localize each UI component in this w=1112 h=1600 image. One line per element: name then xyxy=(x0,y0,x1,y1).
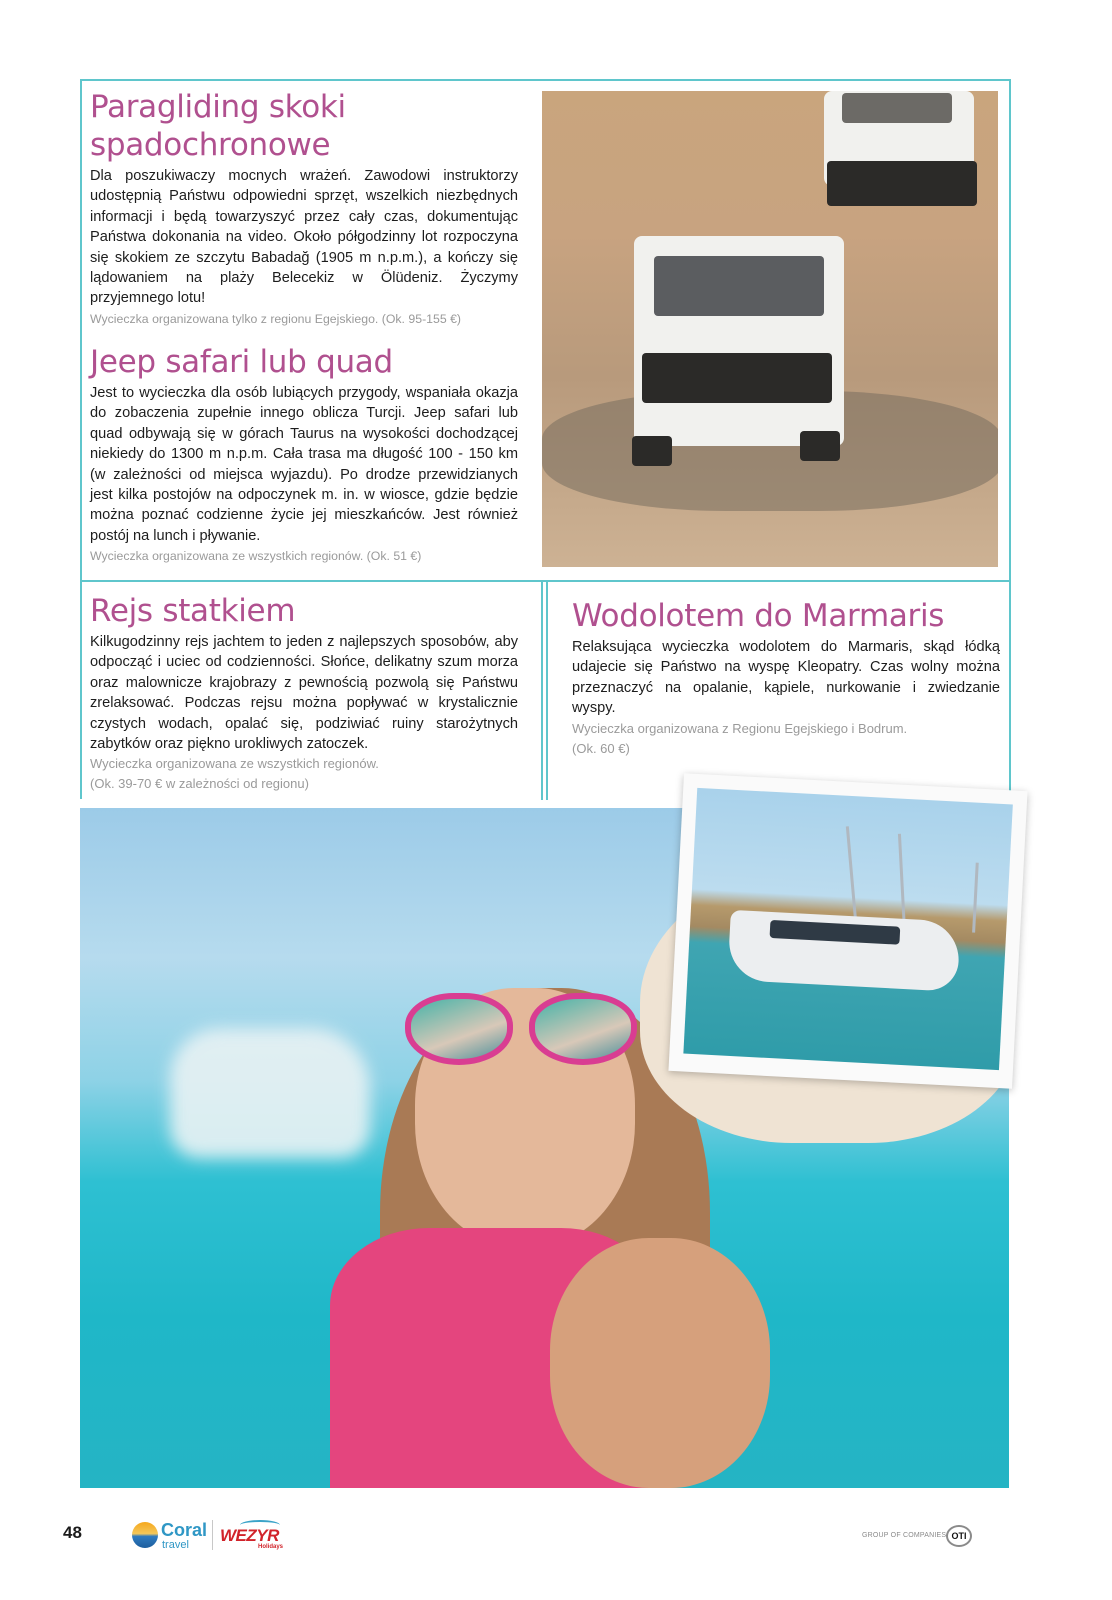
coral-brand: Coral xyxy=(161,1520,208,1540)
logo-separator xyxy=(212,1520,213,1550)
coral-sun-icon xyxy=(132,1522,158,1548)
section-title: Jeep safari lub quad xyxy=(90,344,393,380)
section-title: Rejs statkiem xyxy=(90,593,296,629)
section-note-2: (Ok. 39-70 € w zależności od regionu) xyxy=(90,776,309,792)
wezyr-sub: Holidays xyxy=(258,1544,284,1550)
yacht-photo xyxy=(668,773,1027,1089)
section-body: Kilkugodzinny rejs jachtem to jeden z najlepszych sposobów, aby odpocząć i uciec od codzienności. Słońce, delikatny szum morza oraz malownicze krajobrazy z pewnością pozwolą się Państwu zrelaksować. Podczas rejsu można popływać w krystalicznie czystych wodach, opalać się, podziwiać ruiny starożytnych zabytków oraz piękno urokliwych zatoczek. xyxy=(90,634,518,753)
title-line-2: spadochronowe xyxy=(90,127,331,163)
section-marmaris xyxy=(572,597,1000,759)
wezyr-holidays-logo xyxy=(220,1522,290,1552)
section-note-2: (Ok. 60 €) xyxy=(572,740,630,756)
column-divider-a xyxy=(541,580,543,800)
column-divider-b xyxy=(546,580,548,800)
section-body: Relaksująca wycieczka wodolotem do Marmaris, skąd łódką udajecie się Państwo na wyspę Kleopatry. Czas wolny można przeznaczyć na opalanie, kąpiele, nurkowanie i zwiedzanie wyspy. xyxy=(572,639,1000,717)
section-title: Wodolotem do Marmaris xyxy=(572,598,945,634)
section-jeep-safari xyxy=(90,343,518,566)
section-note: Wycieczka organizowana tylko z regionu Egejskiego. (Ok. 95-155 €) xyxy=(90,311,462,326)
section-body: Jest to wycieczka dla osób lubiących przygody, wspaniała okazja do zobaczenia zupełnie innego oblicza Turcji. Jeep safari lub quad odbywają się w górach Taurus na wysokości dochodzącej niekiedy do 1300 m n.p.m. Cała trasa ma długość 100 - 150 km (w zależności od miejsca wyjazdu). Po drodze przewidzianych jest kilka postojów na odpoczynek m. in. w wiosce, gdzie będzie można poznać codzienne życie jej mieszkańców. Jest również postój na lunch i pływanie. xyxy=(90,385,518,544)
section-rejs-statkiem xyxy=(90,592,518,794)
section-title xyxy=(90,88,518,164)
jeep-safari-photo xyxy=(542,91,998,567)
section-paragliding xyxy=(90,88,518,329)
section-body: Dla poszukiwaczy mocnych wrażeń. Zawodowi instruktorzy udostępnią Państwu odpowiedni sprzęt, wszelkich niezbędnych informacji i będą towarzyszyć przez cały czas, dokumentując Państwa dokonania na video. Około półgodzinny lot rozpoczyna się skokiem ze szczytu Babadağ (1905 m n.p.m.), a kończy się lądowaniem na plaży Belecekiz w Ölüdeniz. Życzymy przyjemnego lotu! xyxy=(90,168,518,307)
section-note: Wycieczka organizowana ze wszystkich regionów. (Ok. 51 €) xyxy=(90,549,422,564)
page-number: 48 xyxy=(63,1523,82,1542)
section-note-1: Wycieczka organizowana z Regionu Egejskiego i Bodrum. xyxy=(572,720,908,736)
title-line-1: Paragliding skoki xyxy=(90,89,346,125)
group-of-companies-label: GROUP OF COMPANIES xyxy=(862,1532,947,1539)
coral-sub: travel xyxy=(162,1539,189,1551)
wezyr-brand: WEZYR xyxy=(220,1526,279,1545)
coral-travel-logo xyxy=(132,1520,208,1554)
frame-left-line xyxy=(80,79,82,799)
section-note-1: Wycieczka organizowana ze wszystkich regionów. xyxy=(90,756,379,772)
oti-logo: OTI xyxy=(946,1525,972,1547)
frame-right-line xyxy=(1009,79,1011,799)
